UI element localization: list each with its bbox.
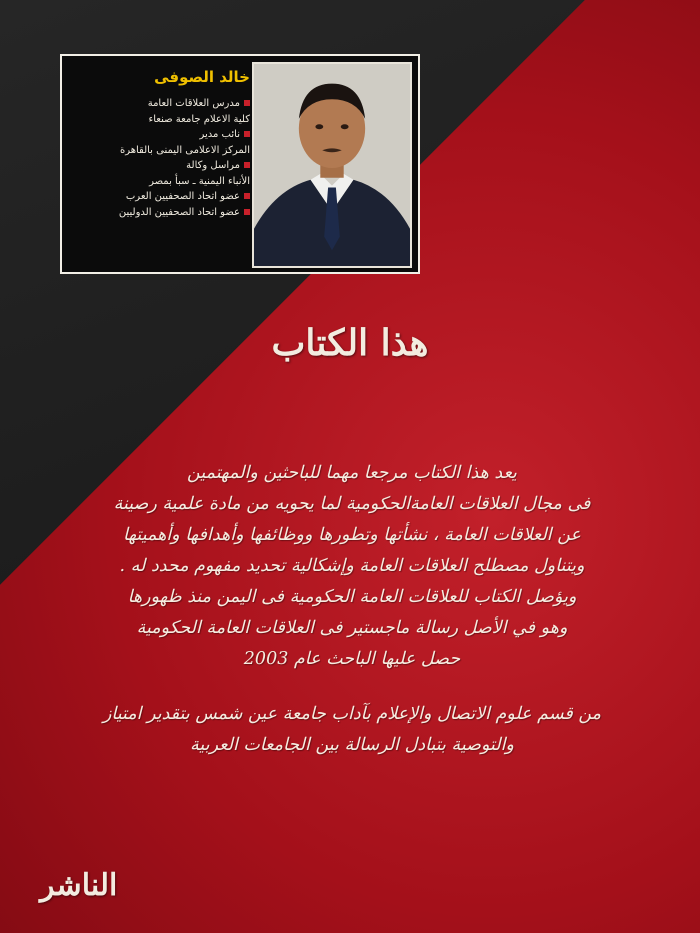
author-info (70, 68, 250, 220)
author-role: كلية الاعلام جامعة صنعاء (148, 113, 250, 125)
book-title: هذا الكتاب (271, 322, 429, 364)
author-role: مراسل وكالة (70, 158, 250, 174)
description-line: عن العلاقات العامة ، نشأتها وتطورها ووظائفها وأهدافها وأهميتها (123, 525, 581, 545)
author-name: خالد الصوفى (154, 68, 250, 86)
description-line: يعد هذا الكتاب مرجعا مهما للباحثين والمهتمين (187, 463, 517, 483)
author-role: نائب مدير (70, 127, 250, 143)
author-role: عضو اتحاد الصحفيين العرب (70, 189, 250, 205)
description-line: والتوصية بتبادل الرسالة بين الجامعات العربية (190, 735, 514, 755)
description-text (18, 458, 686, 761)
description-line: حصل عليها الباحث عام 2003 (243, 649, 461, 669)
author-photo (252, 62, 412, 268)
publisher-label: الناشر (40, 868, 118, 903)
author-role: الأنباء اليمنية ـ سبأ بمصر (149, 175, 250, 187)
paragraph-gap (18, 675, 686, 699)
bullet-icon (244, 131, 250, 137)
bullet-icon (244, 209, 250, 215)
author-box (60, 54, 420, 274)
author-role: عضو اتحاد الصحفيين الدوليين (70, 205, 250, 221)
author-role: مدرس العلاقات العامة (70, 96, 250, 112)
description-line: وهو في الأصل رسالة ماجستير فى العلاقات العامة الحكومية (136, 618, 568, 638)
description-line: ويتناول مصطلح العلاقات العامة وإشكالية تحديد مفهوم محدد له . (119, 556, 585, 576)
bullet-icon (244, 162, 250, 168)
portrait-image (254, 64, 410, 266)
description-line: فى مجال العلاقات العامةالحكومية لما يحويه من مادة علمية رصينة (113, 494, 591, 514)
bullet-icon (244, 193, 250, 199)
description-line: ويؤصل الكتاب للعلاقات العامة الحكومية فى اليمن منذ ظهورها (127, 587, 577, 607)
author-role: المركز الاعلامى اليمنى بالقاهرة (119, 144, 250, 156)
description-line: من قسم علوم الاتصال والإعلام بآداب جامعة عين شمس بتقدير امتياز (102, 704, 602, 724)
bullet-icon (244, 100, 250, 106)
